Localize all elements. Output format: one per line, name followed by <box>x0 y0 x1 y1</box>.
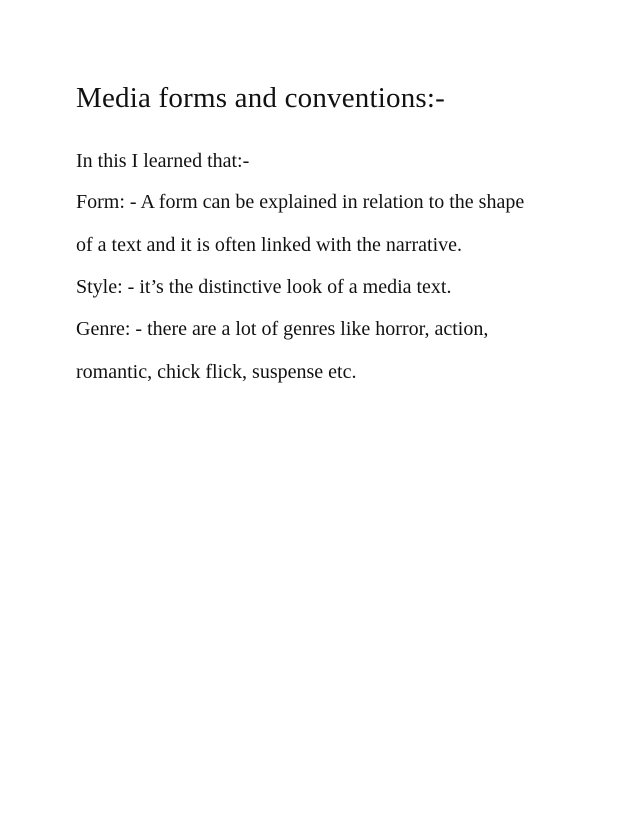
style-text-line-1: Style: - it’s the distinctive look of a media text. <box>76 276 452 298</box>
form-text-line-1: Form: - A form can be explained in relation to the shape <box>76 191 525 213</box>
form-text-line-2: of a text and it is often linked with the narrative. <box>76 234 462 256</box>
page-title: Media forms and conventions:- <box>76 82 446 114</box>
genre-text-line-1: Genre: - there are a lot of genres like horror, action, <box>76 318 489 340</box>
intro-paragraph <box>76 140 576 183</box>
genre-text-line-2: romantic, chick flick, suspense etc. <box>76 361 357 383</box>
form-paragraph <box>76 181 576 267</box>
genre-paragraph <box>76 308 576 394</box>
style-paragraph <box>76 266 576 309</box>
intro-text: In this I learned that:- <box>76 150 250 172</box>
